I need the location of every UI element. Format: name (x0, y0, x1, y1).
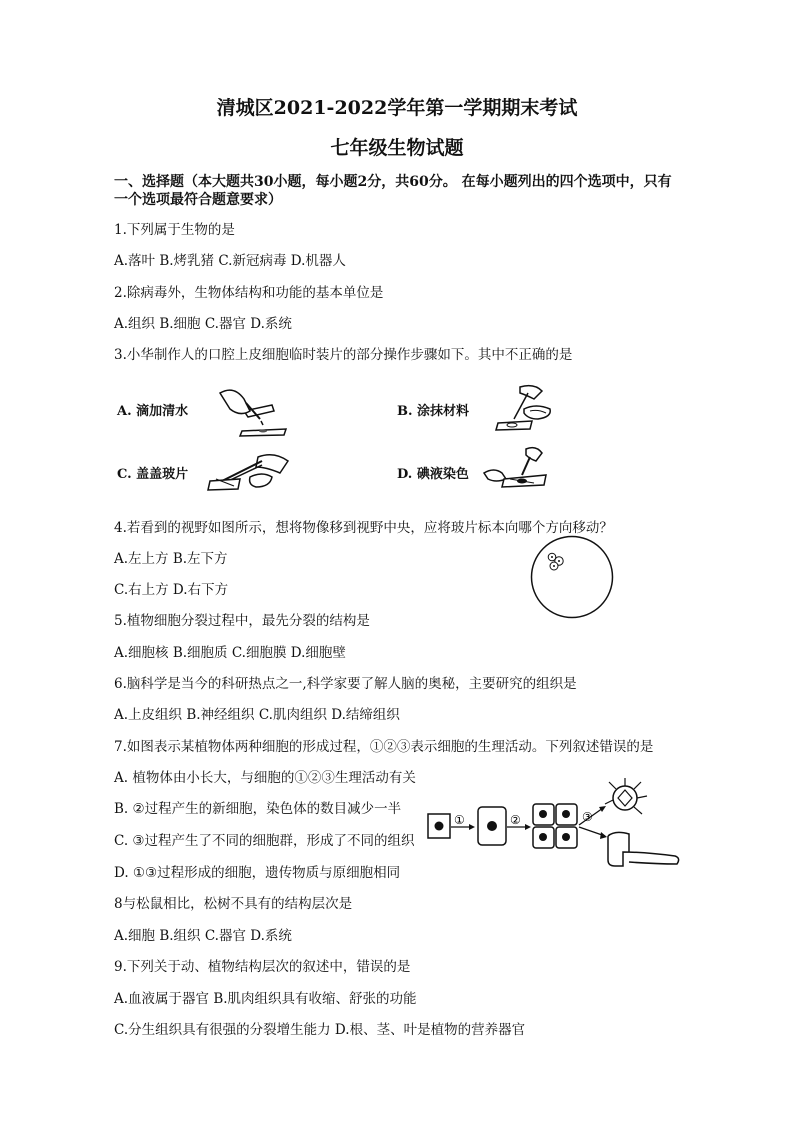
q6-stem: 6.脑科学是当今的科研热点之一,科学家要了解人脑的奥秘，主要研究的组织是 (114, 676, 577, 692)
q8-options: A.细胞 B.组织 C.器官 D.系统 (114, 928, 292, 944)
q3-option-b-label: B. 涂抹材料 (397, 404, 470, 419)
q4-options-row2: C.右上方 D.右下方 (114, 582, 229, 598)
q3-option-a-label: A. 滴加清水 (117, 404, 189, 419)
microscope-field-of-view (530, 535, 614, 619)
q9-stem: 9.下列关于动、植物结构层次的叙述中，错误的是 (114, 959, 411, 975)
q9-options-row2: C.分生组织具有很强的分裂增生能力 D.根、茎、叶是植物的营养器官 (114, 1022, 526, 1038)
iodine-figure-d (480, 445, 560, 500)
q3-stem: 3.小华制作人的口腔上皮细胞临时装片的部分操作步骤如下。其中不正确的是 (114, 347, 573, 363)
dropper-figure-a (200, 383, 290, 438)
section-heading-line1: 一、选择题（本大题共30小题，每小题2分，共60分。 在每小题列出的四个选项中，只有 (114, 174, 672, 190)
process-label-2: ② (510, 813, 521, 827)
q4-stem: 4.若看到的视野如图所示，想将物像移到视野中央，应将玻片标本向哪个方向移动？ (114, 520, 613, 536)
q2-options: A.组织 B.细胞 C.器官 D.系统 (114, 316, 292, 332)
forceps-figure-c (200, 447, 295, 497)
page-subtitle: 七年级生物试题 (330, 137, 464, 159)
q1-options: A.落叶 B.烤乳猪 C.新冠病毒 D.机器人 (114, 253, 346, 269)
q7-option-c: C. ③过程产生了不同的细胞群，形成了不同的组织 (114, 833, 415, 849)
swab-figure-b (490, 383, 565, 438)
q7-option-b: B. ②过程产生的新细胞，染色体的数目减少一半 (114, 801, 402, 817)
q6-options: A.上皮组织 B.神经组织 C.肌肉组织 D.结缔组织 (114, 707, 400, 723)
q9-options-row1: A.血液属于器官 B.肌肉组织具有收缩、舒张的功能 (114, 991, 417, 1007)
q5-stem: 5.植物细胞分裂过程中，最先分裂的结构是 (114, 613, 370, 629)
q2-stem: 2.除病毒外，生物体结构和功能的基本单位是 (114, 285, 384, 301)
q3-option-d-label: D. 碘液染色 (397, 467, 469, 482)
process-label-3: ③ (582, 810, 593, 824)
q1-stem: 1.下列属于生物的是 (114, 222, 235, 238)
q7-option-a: A. 植物体由小长大，与细胞的①②③生理活动有关 (114, 770, 416, 786)
q5-options: A.细胞核 B.细胞质 C.细胞膜 D.细胞壁 (114, 645, 346, 661)
page-title: 清城区2021-2022学年第一学期期末考试 (216, 97, 578, 119)
section-heading-line2: 一个选项最符合题意要求） (114, 192, 282, 208)
q7-option-d: D. ①③过程形成的细胞，遗传物质与原细胞相同 (114, 865, 401, 881)
q8-stem: 8与松鼠相比，松树不具有的结构层次是 (114, 896, 353, 912)
q3-option-c-label: C. 盖盖玻片 (117, 467, 189, 482)
q7-stem: 7.如图表示某植物体两种细胞的形成过程，①②③表示细胞的生理活动。下列叙述错误的是 (114, 739, 654, 755)
q4-options-row1: A.左上方 B.左下方 (114, 551, 228, 567)
process-label-1: ① (454, 813, 465, 827)
cell-division-diagram (425, 776, 685, 868)
